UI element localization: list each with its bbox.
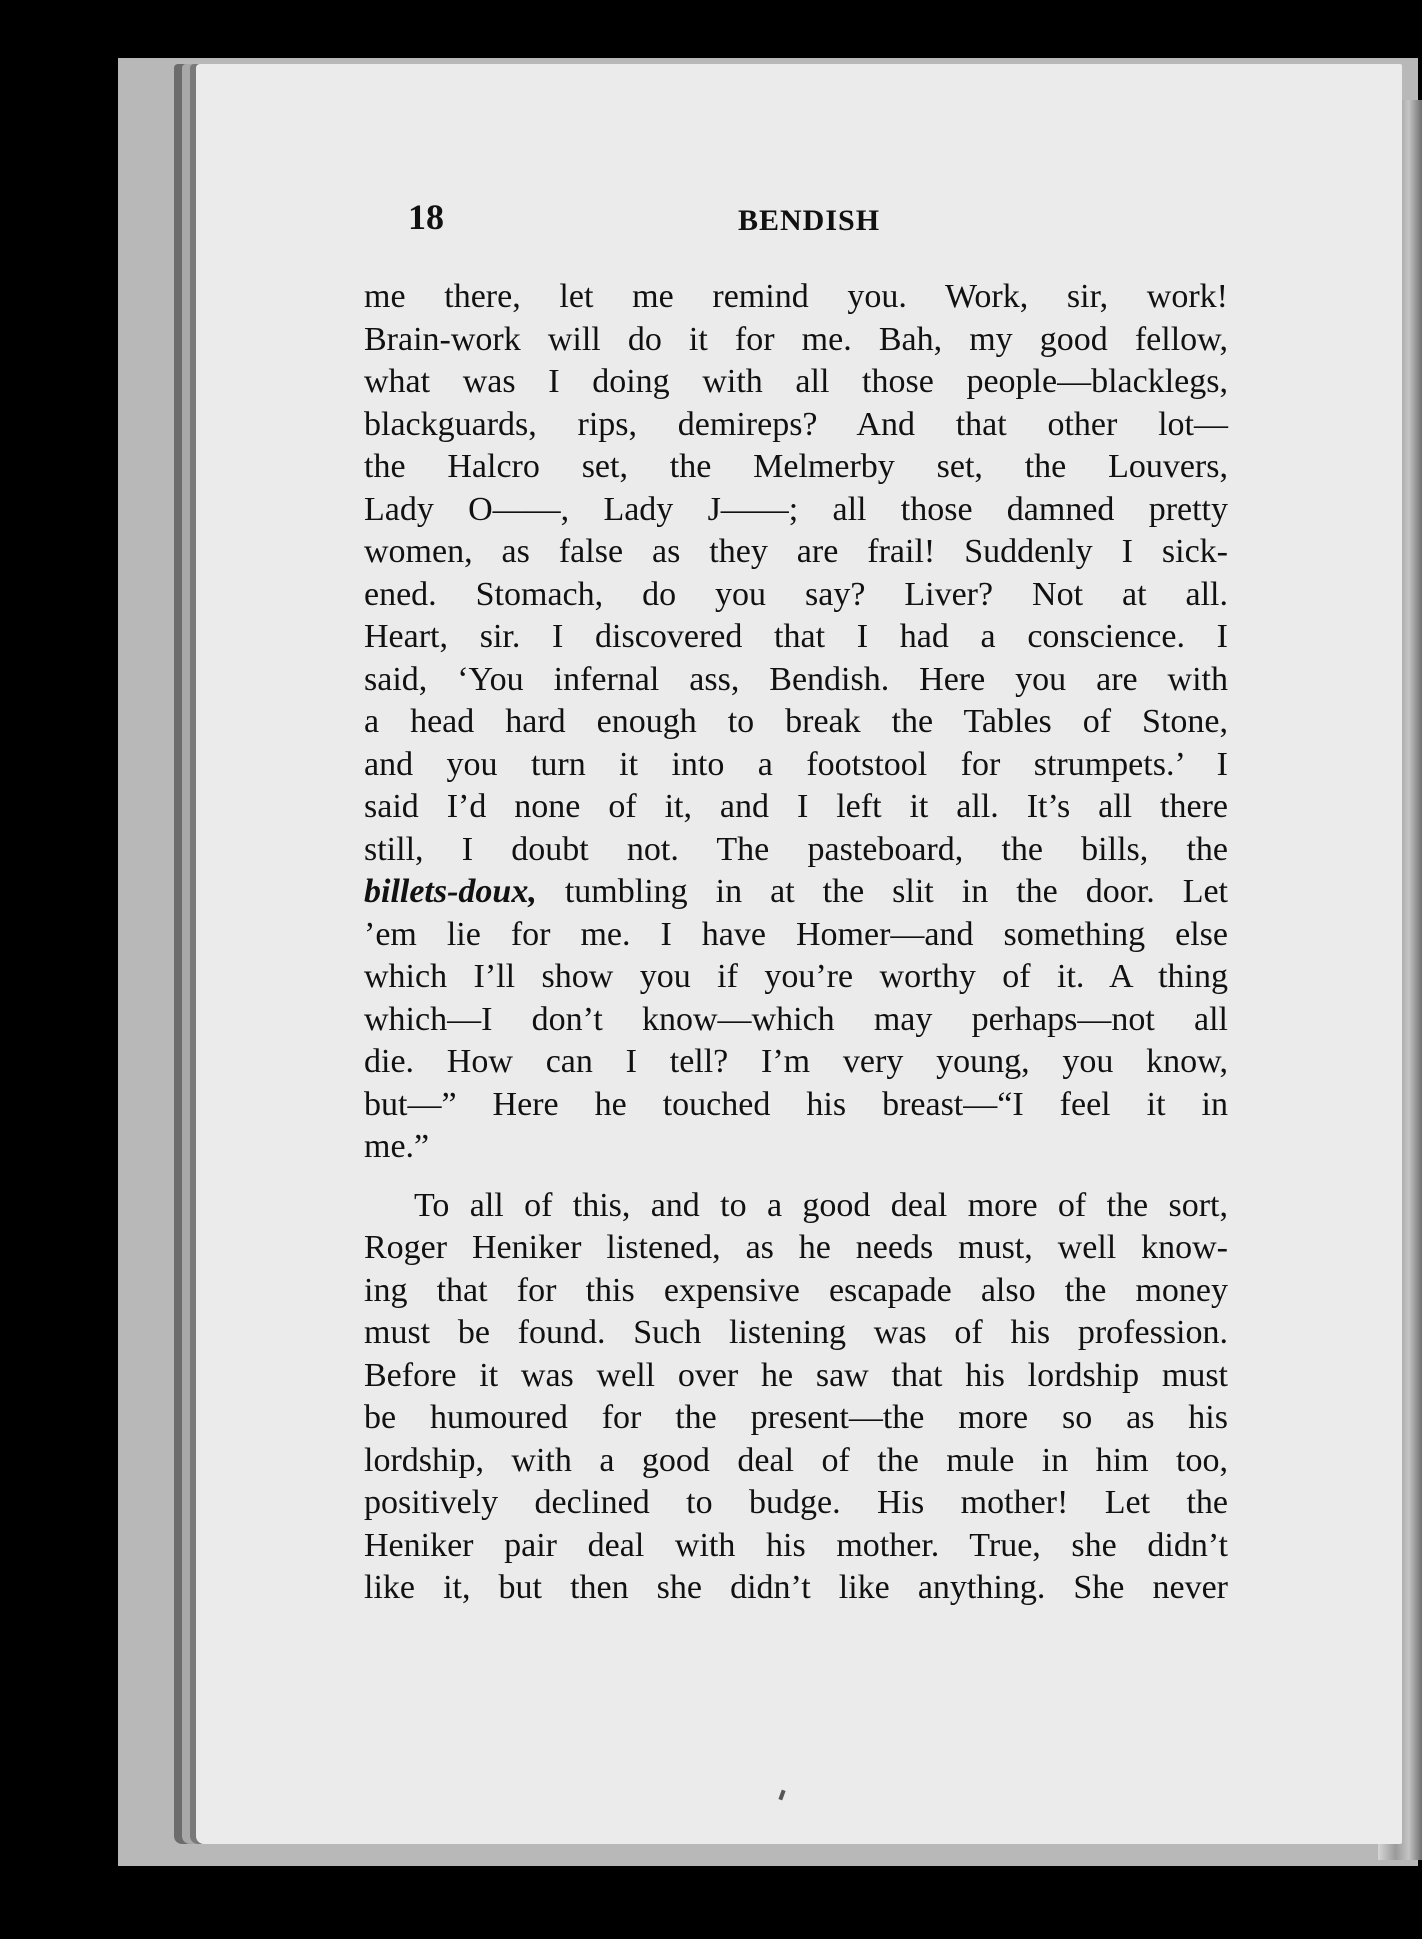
text-line: be humoured for the present—the more so as his — [364, 1399, 1228, 1436]
text-line: but—” Here he touched his breast—“I feel it in — [364, 1085, 1228, 1123]
italic-phrase: billets-doux, — [364, 873, 537, 910]
page-header — [408, 196, 1228, 256]
text-line: women, as false as they are frail! Suddenly I sick- — [364, 533, 1228, 570]
text-line: said, ‘You infernal ass, Bendish. Here you are with — [364, 660, 1228, 698]
text-line: still, I doubt not. The pasteboard, the bills, the — [364, 830, 1228, 868]
text-line: lordship, with a good deal of the mule in him too, — [364, 1441, 1228, 1479]
text-line: like it, but then she didn’t like anything. She never — [364, 1569, 1228, 1606]
text-line: what was I doing with all those people—blacklegs, — [364, 363, 1228, 400]
text-line: me there, let me remind you. Work, sir, work! — [364, 278, 1228, 315]
text-line: Heart, sir. I discovered that I had a conscience. I — [364, 618, 1228, 655]
text-line: die. How can I tell? I’m very young, you know, — [364, 1043, 1228, 1080]
running-head: BENDISH — [738, 204, 881, 237]
text-line: a head hard enough to break the Tables of Stone, — [364, 703, 1228, 740]
text-line: ’em lie for me. I have Homer—and something else — [364, 915, 1228, 953]
text-line: Brain-work will do it for me. Bah, my good fellow, — [364, 320, 1228, 358]
paragraph-start-line: To all of this, and to a good deal more of the sort, — [414, 1186, 1228, 1224]
text-line: which I’ll show you if you’re worthy of it. A thing — [364, 958, 1228, 995]
text-line: Heniker pair deal with his mother. True, she didn’t — [364, 1526, 1228, 1564]
text-line: must be found. Such listening was of his profession. — [364, 1314, 1228, 1351]
text-line: me.” — [364, 1128, 430, 1165]
text-line: said I’d none of it, and I left it all. It’s all there — [364, 788, 1228, 825]
text-line: ened. Stomach, do you say? Liver? Not at all. — [364, 575, 1228, 613]
text-line: Before it was well over he saw that his lordship must — [364, 1356, 1228, 1394]
page-number: 18 — [408, 197, 444, 237]
text-line: Lady O——, Lady J——; all those damned pretty — [364, 490, 1228, 528]
text-line-rest: tumbling in at the slit in the door. Let — [564, 873, 1228, 910]
text-line: Roger Heniker listened, as he needs must, well know- — [364, 1229, 1228, 1266]
text-line-with-italic — [364, 871, 1228, 914]
text-line: ing that for this expensive escapade also the money — [364, 1271, 1228, 1309]
text-line: positively declined to budge. His mother! Let the — [364, 1484, 1228, 1521]
body-text — [364, 276, 1228, 1610]
text-line: which—I don’t know—which may perhaps—not all — [364, 1000, 1228, 1038]
text-line: the Halcro set, the Melmerby set, the Louvers, — [364, 448, 1228, 485]
text-line: blackguards, rips, demireps? And that other lot— — [364, 405, 1228, 443]
text-line: and you turn it into a footstool for strumpets.’ I — [364, 745, 1228, 783]
